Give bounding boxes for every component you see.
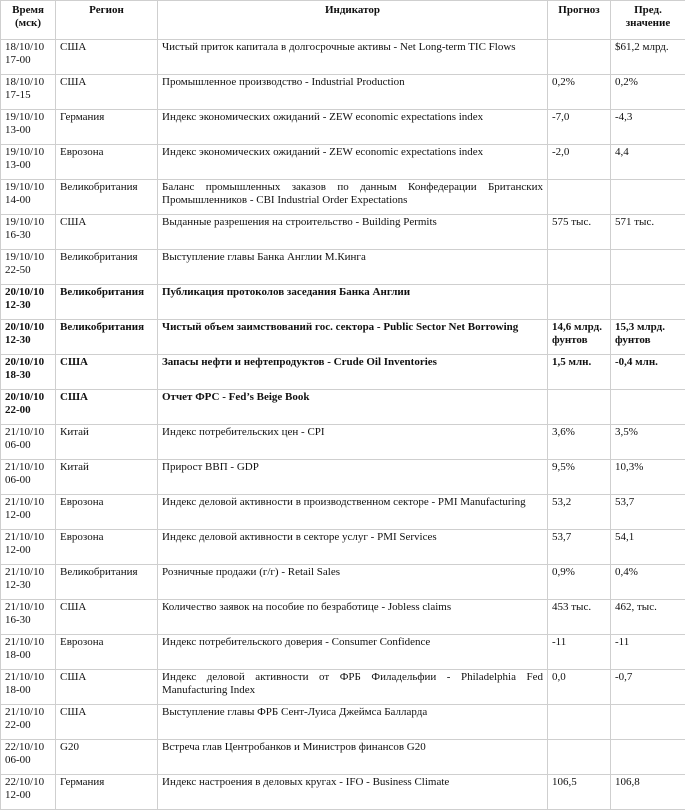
indicator-cell: Индекс деловой активности от ФРБ Филадельфии - Philadelphia Fed Manufacturing Index <box>158 670 548 705</box>
indicator-cell: Индекс деловой активности в секторе услуг - PMI Services <box>158 530 548 565</box>
region-cell: США <box>56 215 158 250</box>
forecast-cell: 0,2% <box>548 75 611 110</box>
event-time: 22-50 <box>5 264 51 277</box>
previous-cell <box>611 250 685 285</box>
header-time: Время (мск) <box>1 1 56 40</box>
indicator-cell: Индекс деловой активности в производственном секторе - PMI Manufacturing <box>158 495 548 530</box>
forecast-cell: -11 <box>548 635 611 670</box>
forecast-cell: 53,7 <box>548 530 611 565</box>
event-date: 18/10/10 <box>5 76 51 89</box>
event-time: 17-00 <box>5 54 51 67</box>
event-time: 16-30 <box>5 229 51 242</box>
event-time: 18-00 <box>5 684 51 697</box>
event-time: 12-00 <box>5 789 51 802</box>
previous-cell <box>611 285 685 320</box>
region-cell: США <box>56 355 158 390</box>
time-cell <box>1 320 56 355</box>
event-time: 13-00 <box>5 124 51 137</box>
previous-cell: -4,3 <box>611 110 685 145</box>
event-date: 21/10/10 <box>5 496 51 509</box>
header-previous: Пред. значение <box>611 1 685 40</box>
region-cell: Еврозона <box>56 495 158 530</box>
event-date: 19/10/10 <box>5 181 51 194</box>
region-cell: США <box>56 705 158 740</box>
event-time: 14-00 <box>5 194 51 207</box>
event-date: 21/10/10 <box>5 426 51 439</box>
forecast-cell: 0,0 <box>548 670 611 705</box>
indicator-cell: Прирост ВВП - GDP <box>158 460 548 495</box>
region-cell: Великобритания <box>56 180 158 215</box>
time-cell <box>1 390 56 425</box>
table-row <box>1 145 685 180</box>
event-time: 12-30 <box>5 299 51 312</box>
forecast-cell: 14,6 млрд. фунтов <box>548 320 611 355</box>
table-row <box>1 460 685 495</box>
indicator-cell: Выступление главы Банка Англии М.Кинга <box>158 250 548 285</box>
previous-cell: $61,2 млрд. <box>611 40 685 75</box>
table-row <box>1 40 685 75</box>
forecast-cell <box>548 705 611 740</box>
region-cell: Великобритания <box>56 250 158 285</box>
forecast-cell <box>548 180 611 215</box>
forecast-cell <box>548 250 611 285</box>
previous-cell <box>611 740 685 775</box>
previous-cell <box>611 390 685 425</box>
region-cell: Еврозона <box>56 145 158 180</box>
event-time: 06-00 <box>5 754 51 767</box>
event-time: 12-00 <box>5 544 51 557</box>
region-cell: Германия <box>56 775 158 810</box>
event-time: 18-30 <box>5 369 51 382</box>
time-cell <box>1 600 56 635</box>
event-time: 12-30 <box>5 334 51 347</box>
region-cell: G20 <box>56 740 158 775</box>
previous-cell: 54,1 <box>611 530 685 565</box>
previous-cell: 4,4 <box>611 145 685 180</box>
table-row <box>1 110 685 145</box>
table-row <box>1 285 685 320</box>
table-row <box>1 250 685 285</box>
event-time: 06-00 <box>5 439 51 452</box>
header-region: Регион <box>56 1 158 40</box>
forecast-cell: 9,5% <box>548 460 611 495</box>
table-row <box>1 775 685 810</box>
indicator-cell: Публикация протоколов заседания Банка Англии <box>158 285 548 320</box>
event-date: 18/10/10 <box>5 41 51 54</box>
table-row <box>1 705 685 740</box>
indicator-cell: Индекс потребительских цен - CPI <box>158 425 548 460</box>
event-date: 20/10/10 <box>5 286 51 299</box>
forecast-cell: 453 тыс. <box>548 600 611 635</box>
previous-cell: 571 тыс. <box>611 215 685 250</box>
indicator-cell: Запасы нефти и нефтепродуктов - Crude Oil Inventories <box>158 355 548 390</box>
event-time: 22-00 <box>5 719 51 732</box>
region-cell: Еврозона <box>56 635 158 670</box>
event-date: 21/10/10 <box>5 601 51 614</box>
event-date: 19/10/10 <box>5 111 51 124</box>
region-cell: США <box>56 40 158 75</box>
previous-cell: -0,7 <box>611 670 685 705</box>
indicator-cell: Количество заявок на пособие по безработице - Jobless claims <box>158 600 548 635</box>
time-cell <box>1 355 56 390</box>
indicator-cell: Встреча глав Центробанков и Министров финансов G20 <box>158 740 548 775</box>
region-cell: США <box>56 600 158 635</box>
event-time: 06-00 <box>5 474 51 487</box>
event-date: 22/10/10 <box>5 741 51 754</box>
event-date: 21/10/10 <box>5 636 51 649</box>
region-cell: Китай <box>56 460 158 495</box>
time-cell <box>1 180 56 215</box>
region-cell: США <box>56 390 158 425</box>
forecast-cell: 0,9% <box>548 565 611 600</box>
region-cell: Великобритания <box>56 565 158 600</box>
event-date: 21/10/10 <box>5 671 51 684</box>
event-date: 19/10/10 <box>5 251 51 264</box>
indicator-cell: Индекс экономических ожиданий - ZEW economic expectations index <box>158 110 548 145</box>
previous-cell: 10,3% <box>611 460 685 495</box>
table-row <box>1 75 685 110</box>
time-cell <box>1 565 56 600</box>
table-row <box>1 425 685 460</box>
region-cell: Китай <box>56 425 158 460</box>
previous-cell: 106,8 <box>611 775 685 810</box>
indicator-cell: Индекс потребительского доверия - Consumer Confidence <box>158 635 548 670</box>
time-cell <box>1 75 56 110</box>
indicator-cell: Промышленное производство - Industrial Production <box>158 75 548 110</box>
time-cell <box>1 40 56 75</box>
previous-cell: 462, тыс. <box>611 600 685 635</box>
time-cell <box>1 215 56 250</box>
table-row <box>1 215 685 250</box>
event-date: 20/10/10 <box>5 321 51 334</box>
header-indicator: Индикатор <box>158 1 548 40</box>
indicator-cell: Чистый приток капитала в долгосрочные активы - Net Long-term TIC Flows <box>158 40 548 75</box>
forecast-cell <box>548 740 611 775</box>
forecast-cell: 53,2 <box>548 495 611 530</box>
table-row <box>1 740 685 775</box>
event-time: 17-15 <box>5 89 51 102</box>
event-time: 16-30 <box>5 614 51 627</box>
previous-cell: 15,3 млрд. фунтов <box>611 320 685 355</box>
region-cell: Еврозона <box>56 530 158 565</box>
event-date: 21/10/10 <box>5 706 51 719</box>
time-cell <box>1 635 56 670</box>
forecast-cell <box>548 285 611 320</box>
previous-cell: 3,5% <box>611 425 685 460</box>
event-date: 20/10/10 <box>5 391 51 404</box>
indicator-cell: Отчет ФРС - Fed’s Beige Book <box>158 390 548 425</box>
event-date: 20/10/10 <box>5 356 51 369</box>
forecast-cell: 575 тыс. <box>548 215 611 250</box>
table-row <box>1 600 685 635</box>
table-row <box>1 635 685 670</box>
previous-cell: -0,4 млн. <box>611 355 685 390</box>
region-cell: США <box>56 670 158 705</box>
indicator-cell: Баланс промышленных заказов по данным Конфедерации Британских Промышленников - CBI Industrial Order Expectations <box>158 180 548 215</box>
table-row <box>1 565 685 600</box>
region-cell: Великобритания <box>56 320 158 355</box>
time-cell <box>1 705 56 740</box>
event-date: 22/10/10 <box>5 776 51 789</box>
event-time: 12-30 <box>5 579 51 592</box>
forecast-cell: -2,0 <box>548 145 611 180</box>
previous-cell: 0,4% <box>611 565 685 600</box>
table-row <box>1 495 685 530</box>
time-cell <box>1 495 56 530</box>
region-cell: США <box>56 75 158 110</box>
time-cell <box>1 425 56 460</box>
indicator-cell: Индекс экономических ожиданий - ZEW economic expectations index <box>158 145 548 180</box>
event-time: 12-00 <box>5 509 51 522</box>
forecast-cell: 106,5 <box>548 775 611 810</box>
table-row <box>1 670 685 705</box>
time-cell <box>1 110 56 145</box>
previous-cell: 53,7 <box>611 495 685 530</box>
forecast-cell <box>548 390 611 425</box>
indicator-cell: Индекс настроения в деловых кругах - IFO - Business Climate <box>158 775 548 810</box>
event-date: 19/10/10 <box>5 146 51 159</box>
time-cell <box>1 670 56 705</box>
table-row <box>1 390 685 425</box>
forecast-cell <box>548 40 611 75</box>
table-row <box>1 180 685 215</box>
previous-cell <box>611 180 685 215</box>
time-cell <box>1 775 56 810</box>
time-cell <box>1 285 56 320</box>
forecast-cell: 3,6% <box>548 425 611 460</box>
header-forecast: Прогноз <box>548 1 611 40</box>
event-date: 19/10/10 <box>5 216 51 229</box>
time-cell <box>1 145 56 180</box>
header-row <box>1 1 685 40</box>
region-cell: Германия <box>56 110 158 145</box>
table-row <box>1 530 685 565</box>
previous-cell: -11 <box>611 635 685 670</box>
previous-cell: 0,2% <box>611 75 685 110</box>
indicator-cell: Чистый объем заимствований гос. сектора - Public Sector Net Borrowing <box>158 320 548 355</box>
indicator-cell: Розничные продажи (г/г) - Retail Sales <box>158 565 548 600</box>
event-time: 18-00 <box>5 649 51 662</box>
event-time: 13-00 <box>5 159 51 172</box>
time-cell <box>1 460 56 495</box>
forecast-cell: -7,0 <box>548 110 611 145</box>
event-date: 21/10/10 <box>5 531 51 544</box>
indicator-cell: Выступление главы ФРБ Сент-Луиса Джеймса Балларда <box>158 705 548 740</box>
event-time: 22-00 <box>5 404 51 417</box>
table-row <box>1 320 685 355</box>
time-cell <box>1 740 56 775</box>
forecast-cell: 1,5 млн. <box>548 355 611 390</box>
time-cell <box>1 250 56 285</box>
event-date: 21/10/10 <box>5 566 51 579</box>
previous-cell <box>611 705 685 740</box>
table-row <box>1 355 685 390</box>
event-date: 21/10/10 <box>5 461 51 474</box>
region-cell: Великобритания <box>56 285 158 320</box>
time-cell <box>1 530 56 565</box>
indicator-cell: Выданные разрешения на строительство - Building Permits <box>158 215 548 250</box>
